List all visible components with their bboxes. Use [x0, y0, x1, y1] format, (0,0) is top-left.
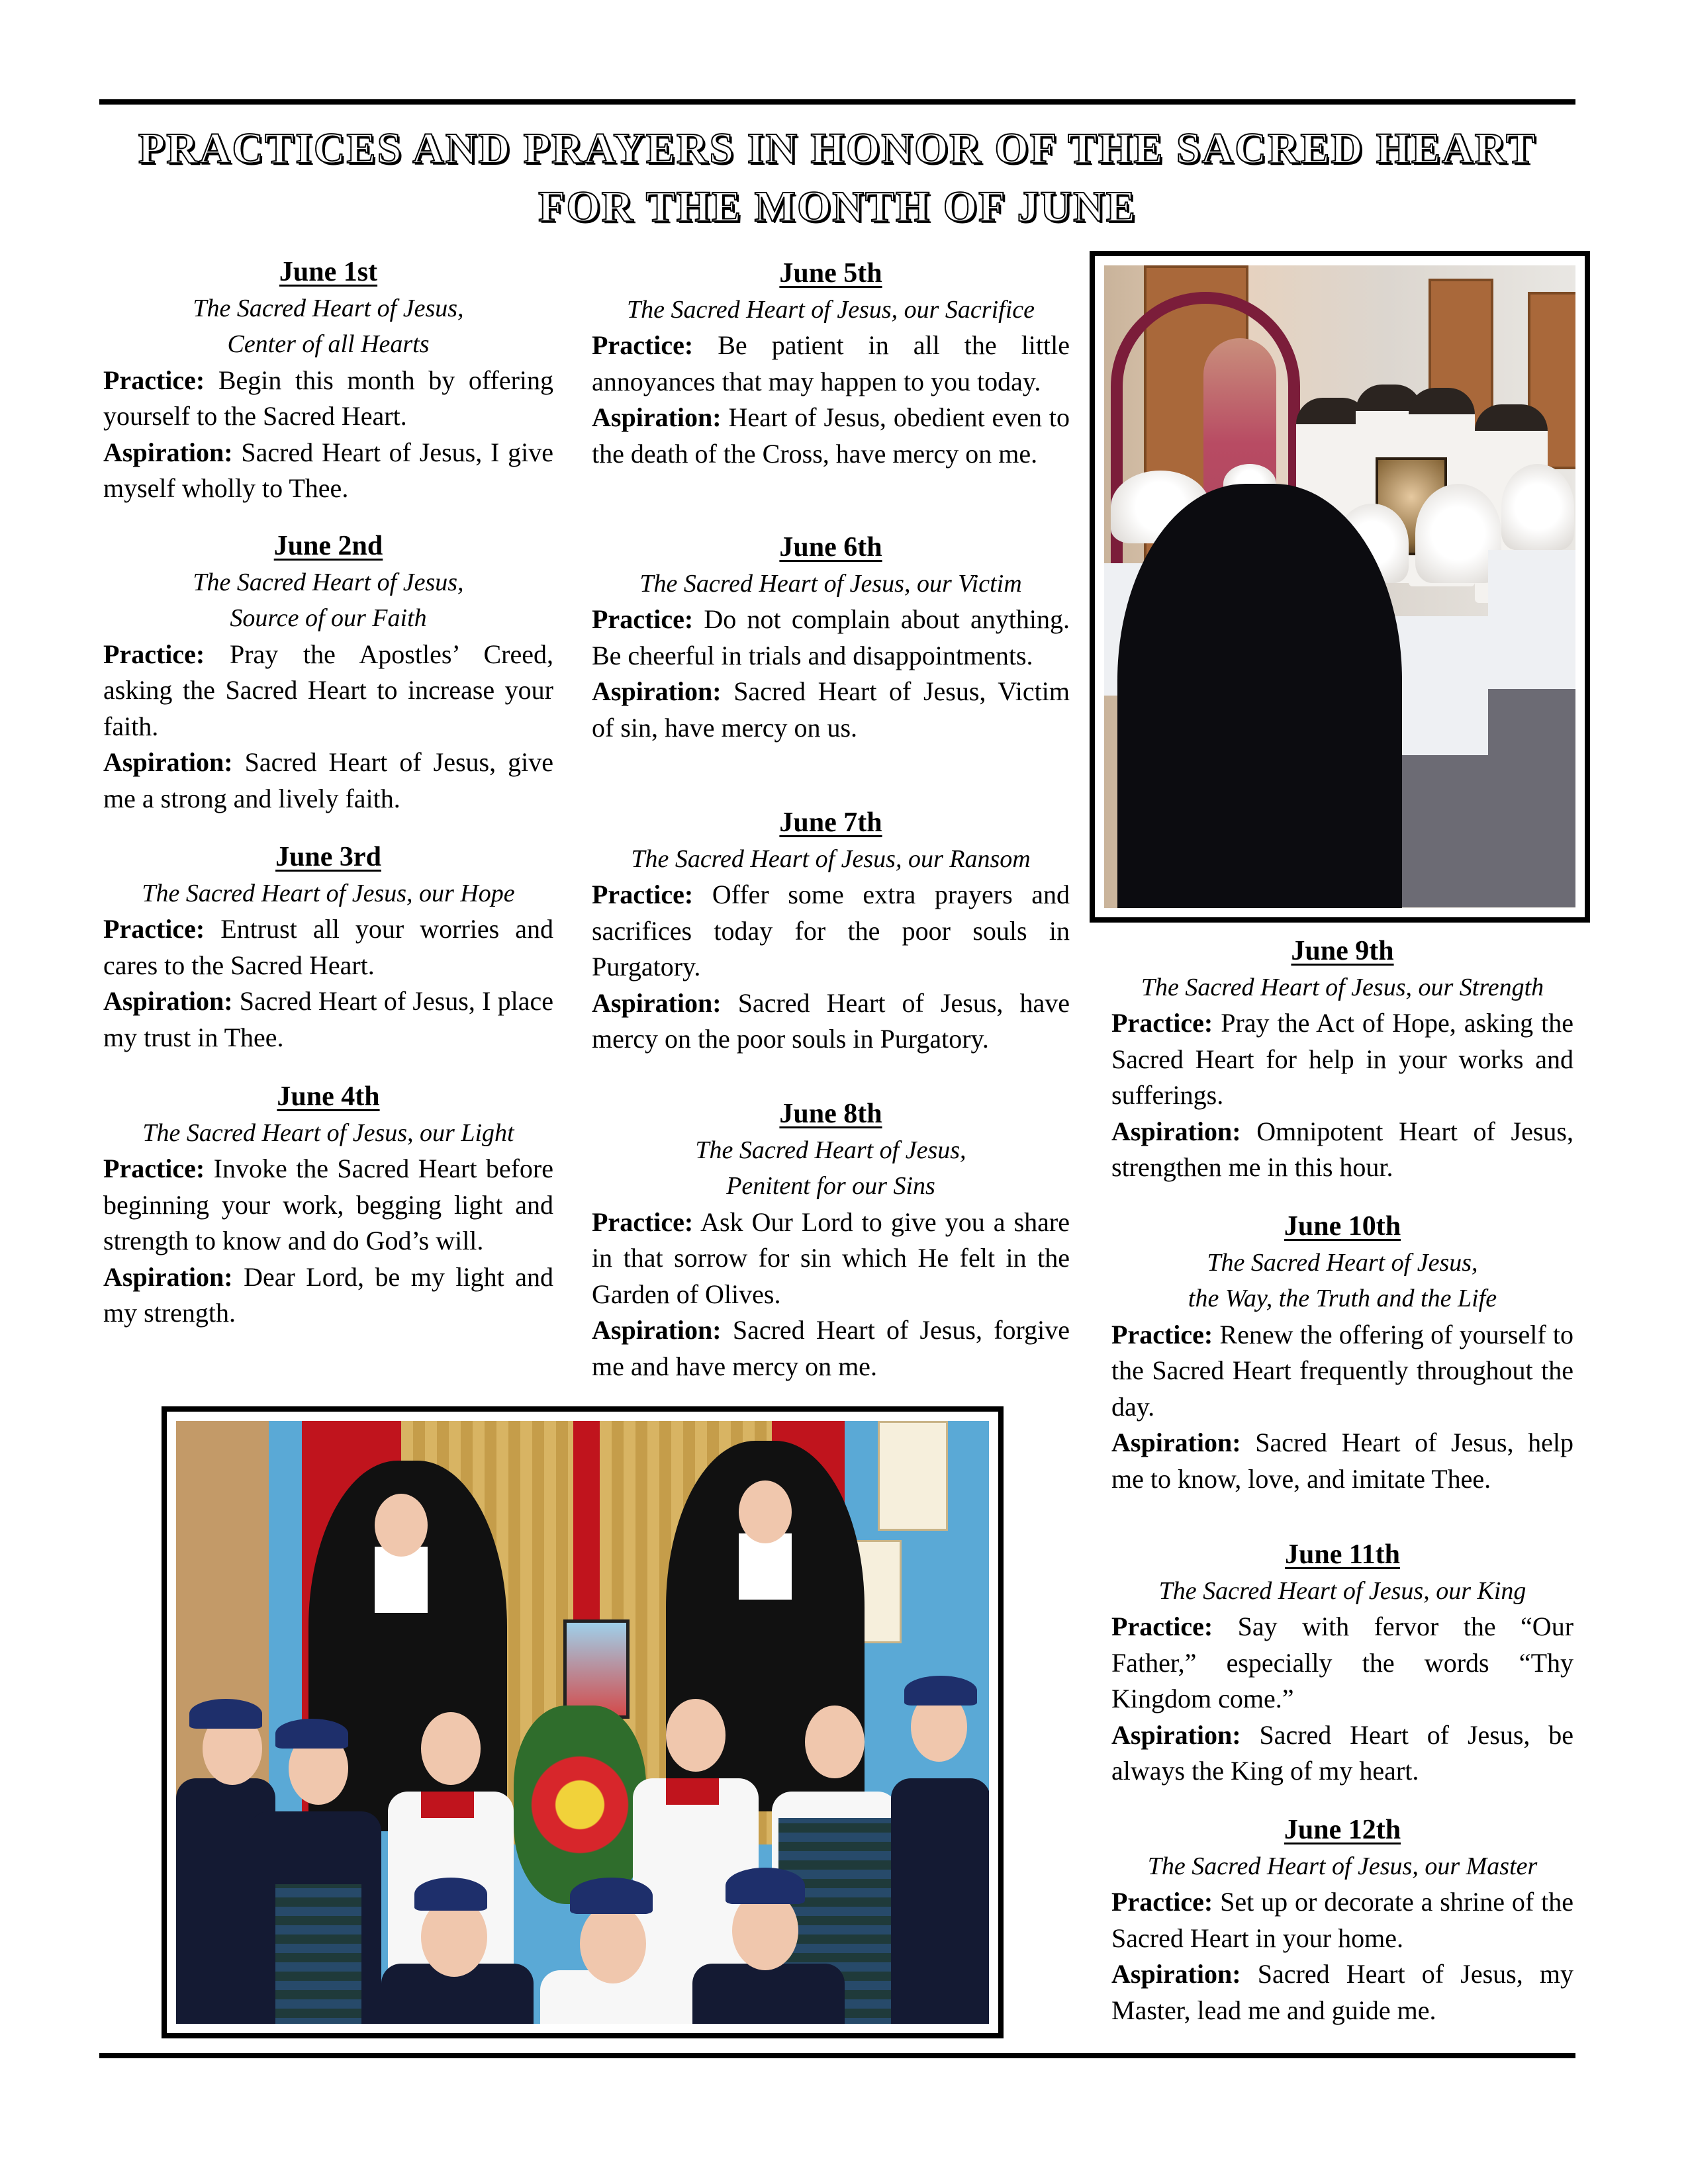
entry-practice — [592, 1205, 1070, 1313]
practice-label: Practice: — [103, 914, 205, 944]
entry-aspiration — [1111, 1717, 1573, 1790]
entry-date: June 3rd — [275, 842, 381, 872]
entry-subtitle: The Sacred Heart of Jesus, our Strength — [1141, 973, 1544, 1001]
entry-subtitle: The Sacred Heart of Jesus, — [193, 294, 464, 322]
practice-label: Practice: — [103, 1154, 205, 1183]
entry-practice — [1111, 1005, 1573, 1114]
entry-practice — [592, 328, 1070, 400]
practice-text: Begin this month by offering yourself to the Sacred Heart. — [103, 365, 553, 431]
aspiration-label: Aspiration: — [1111, 1959, 1241, 1989]
practice-label: Practice: — [592, 330, 694, 360]
practice-label: Practice: — [592, 604, 694, 634]
aspiration-text: Sacred Heart of Jesus, I place my trust in Thee. — [103, 986, 554, 1052]
aspiration-label: Aspiration: — [103, 986, 233, 1016]
entry-date: June 12th — [1284, 1815, 1401, 1845]
entry-aspiration — [592, 985, 1070, 1058]
aspiration-label: Aspiration: — [592, 402, 722, 432]
entry-subtitle: Center of all Hearts — [227, 330, 430, 358]
entry-subtitle: The Sacred Heart of Jesus, — [695, 1136, 966, 1164]
entry-june-2 — [103, 528, 553, 817]
top-rule — [99, 99, 1575, 105]
bottom-rule — [99, 2053, 1575, 2058]
entry-subtitle: The Sacred Heart of Jesus, our Master — [1147, 1852, 1538, 1880]
entry-date: June 10th — [1284, 1211, 1401, 1242]
entry-subtitle: the Way, the Truth and the Life — [1188, 1285, 1497, 1312]
practice-label: Practice: — [592, 880, 694, 909]
aspiration-text: Sacred Heart of Jesus, forgive me and have mercy on me. — [592, 1315, 1070, 1381]
entry-date: June 6th — [779, 532, 882, 563]
title-line-1: PRACTICES AND PRAYERS IN HONOR OF THE SACRED HEART — [138, 124, 1537, 173]
aspiration-label: Aspiration: — [592, 676, 722, 706]
aspiration-label: Aspiration: — [1111, 1116, 1241, 1146]
practice-label: Practice: — [1111, 1887, 1213, 1917]
aspiration-text: Sacred Heart of Jesus, I give myself wholly to Thee. — [103, 437, 554, 503]
aspiration-text: Heart of Jesus, obedient even to the death of the Cross, have mercy on me. — [592, 402, 1070, 469]
entry-june-1 — [103, 254, 553, 507]
classroom-photo-image — [176, 1421, 989, 2024]
practice-text: Offer some extra prayers and sacrifices today for the poor souls in Purgatory. — [592, 880, 1070, 981]
entry-practice — [592, 877, 1070, 985]
aspiration-text: Sacred Heart of Jesus, be always the King of my heart. — [1111, 1719, 1574, 1786]
entry-practice — [1111, 1884, 1573, 1956]
entry-aspiration — [103, 1259, 553, 1332]
entry-june-6 — [592, 529, 1070, 746]
entry-june-9 — [1111, 933, 1573, 1186]
entry-aspiration — [103, 435, 553, 507]
practice-text: Entrust all your worries and cares to the Sacred Heart. — [103, 914, 553, 980]
entry-june-3 — [103, 839, 553, 1056]
entry-subtitle: The Sacred Heart of Jesus, our King — [1158, 1576, 1526, 1605]
entry-subtitle: The Sacred Heart of Jesus, our Sacrifice — [627, 295, 1035, 324]
entry-aspiration — [103, 745, 553, 817]
aspiration-text: Sacred Heart of Jesus, Victim of sin, have mercy on us. — [592, 676, 1070, 743]
aspiration-text: Sacred Heart of Jesus, my Master, lead me and guide me. — [1111, 1959, 1574, 2025]
entry-june-7 — [592, 805, 1070, 1058]
aspiration-text: Sacred Heart of Jesus, help me to know, love, and imitate Thee. — [1111, 1428, 1573, 1494]
entry-practice — [103, 363, 553, 435]
practice-text: Say with fervor the “Our Father,” especially the words “Thy Kingdom come.” — [1111, 1612, 1574, 1713]
aspiration-label: Aspiration: — [1111, 1428, 1241, 1457]
practice-text: Renew the offering of yourself to the Sacred Heart frequently throughout the day. — [1111, 1319, 1574, 1422]
entry-subtitle: The Sacred Heart of Jesus, — [193, 568, 464, 596]
aspiration-text: Sacred Heart of Jesus, give me a strong and lively faith. — [103, 747, 554, 813]
practice-text: Pray the Act of Hope, asking the Sacred Heart for help in your works and sufferings. — [1111, 1008, 1574, 1110]
practice-text: Be patient in all the little annoyances that may happen to you today. — [592, 330, 1070, 396]
aspiration-text: Omnipotent Heart of Jesus, strengthen me in this hour. — [1111, 1116, 1573, 1182]
entry-date: June 5th — [779, 258, 882, 289]
entry-subtitle: The Sacred Heart of Jesus, our Hope — [142, 879, 515, 907]
aspiration-label: Aspiration: — [1111, 1719, 1241, 1750]
practice-label: Practice: — [103, 365, 205, 395]
entry-subtitle: Penitent for our Sins — [726, 1172, 935, 1200]
entry-date: June 2nd — [273, 531, 383, 561]
chapel-photo — [1090, 251, 1590, 923]
entry-june-10 — [1111, 1208, 1573, 1497]
classroom-photo — [162, 1406, 1004, 2038]
practice-text: Invoke the Sacred Heart before beginning your work, begging light and strength to know and do God’s will. — [103, 1154, 554, 1255]
entry-aspiration — [592, 674, 1070, 746]
aspiration-label: Aspiration: — [592, 1315, 722, 1345]
entry-june-4 — [103, 1079, 553, 1332]
entry-practice — [1111, 1609, 1573, 1717]
entry-aspiration — [1111, 1956, 1573, 2028]
practice-text: Set up or decorate a shrine of the Sacred Heart in your home. — [1111, 1887, 1574, 1953]
entry-date: June 4th — [277, 1081, 380, 1112]
aspiration-label: Aspiration: — [103, 437, 233, 467]
entry-aspiration — [592, 1312, 1070, 1385]
aspiration-label: Aspiration: — [592, 987, 722, 1018]
practice-label: Practice: — [1111, 1008, 1213, 1038]
entry-subtitle: The Sacred Heart of Jesus, our Victim — [639, 569, 1022, 598]
entry-june-5 — [592, 255, 1070, 472]
entry-date: June 11th — [1285, 1539, 1400, 1570]
entry-date: June 8th — [779, 1099, 882, 1129]
entry-practice — [592, 602, 1070, 674]
entry-aspiration — [1111, 1425, 1573, 1497]
practice-label: Practice: — [592, 1206, 694, 1237]
entry-practice — [103, 1151, 553, 1259]
entry-date: June 7th — [779, 807, 882, 838]
aspiration-text: Dear Lord, be my light and my strength. — [103, 1261, 553, 1328]
entry-subtitle: The Sacred Heart of Jesus, our Light — [142, 1118, 514, 1147]
entry-date: June 9th — [1291, 936, 1394, 966]
entry-subtitle: Source of our Faith — [230, 604, 427, 632]
entry-date: June 1st — [279, 257, 378, 287]
entry-june-8 — [592, 1096, 1070, 1385]
entry-practice — [1111, 1317, 1573, 1426]
chapel-photo-image — [1104, 265, 1575, 908]
entry-practice — [103, 637, 553, 745]
entry-subtitle: The Sacred Heart of Jesus, our Ransom — [631, 844, 1031, 873]
practice-label: Practice: — [1111, 1612, 1213, 1641]
entry-practice — [103, 911, 553, 983]
practice-text: Ask Our Lord to give you a share in that sorrow for sin which He felt in the Garden of Olives. — [592, 1206, 1070, 1309]
entry-aspiration — [103, 983, 553, 1056]
entry-june-12 — [1111, 1812, 1573, 2028]
title-line-2: FOR THE MONTH OF JUNE — [538, 183, 1137, 231]
practice-text: Do not complain about anything. Be cheerful in trials and disappointments. — [592, 604, 1070, 670]
aspiration-label: Aspiration: — [103, 1261, 233, 1292]
entry-subtitle: The Sacred Heart of Jesus, — [1207, 1248, 1478, 1277]
entry-aspiration — [1111, 1114, 1573, 1186]
entry-june-11 — [1111, 1537, 1573, 1790]
entry-aspiration — [592, 400, 1070, 472]
aspiration-label: Aspiration: — [103, 747, 233, 777]
practice-label: Practice: — [1111, 1319, 1213, 1349]
practice-text: Pray the Apostles’ Creed, asking the Sacred Heart to increase your faith. — [103, 639, 554, 741]
practice-label: Practice: — [103, 639, 205, 669]
aspiration-text: Sacred Heart of Jesus, have mercy on the poor souls in Purgatory. — [592, 987, 1070, 1054]
